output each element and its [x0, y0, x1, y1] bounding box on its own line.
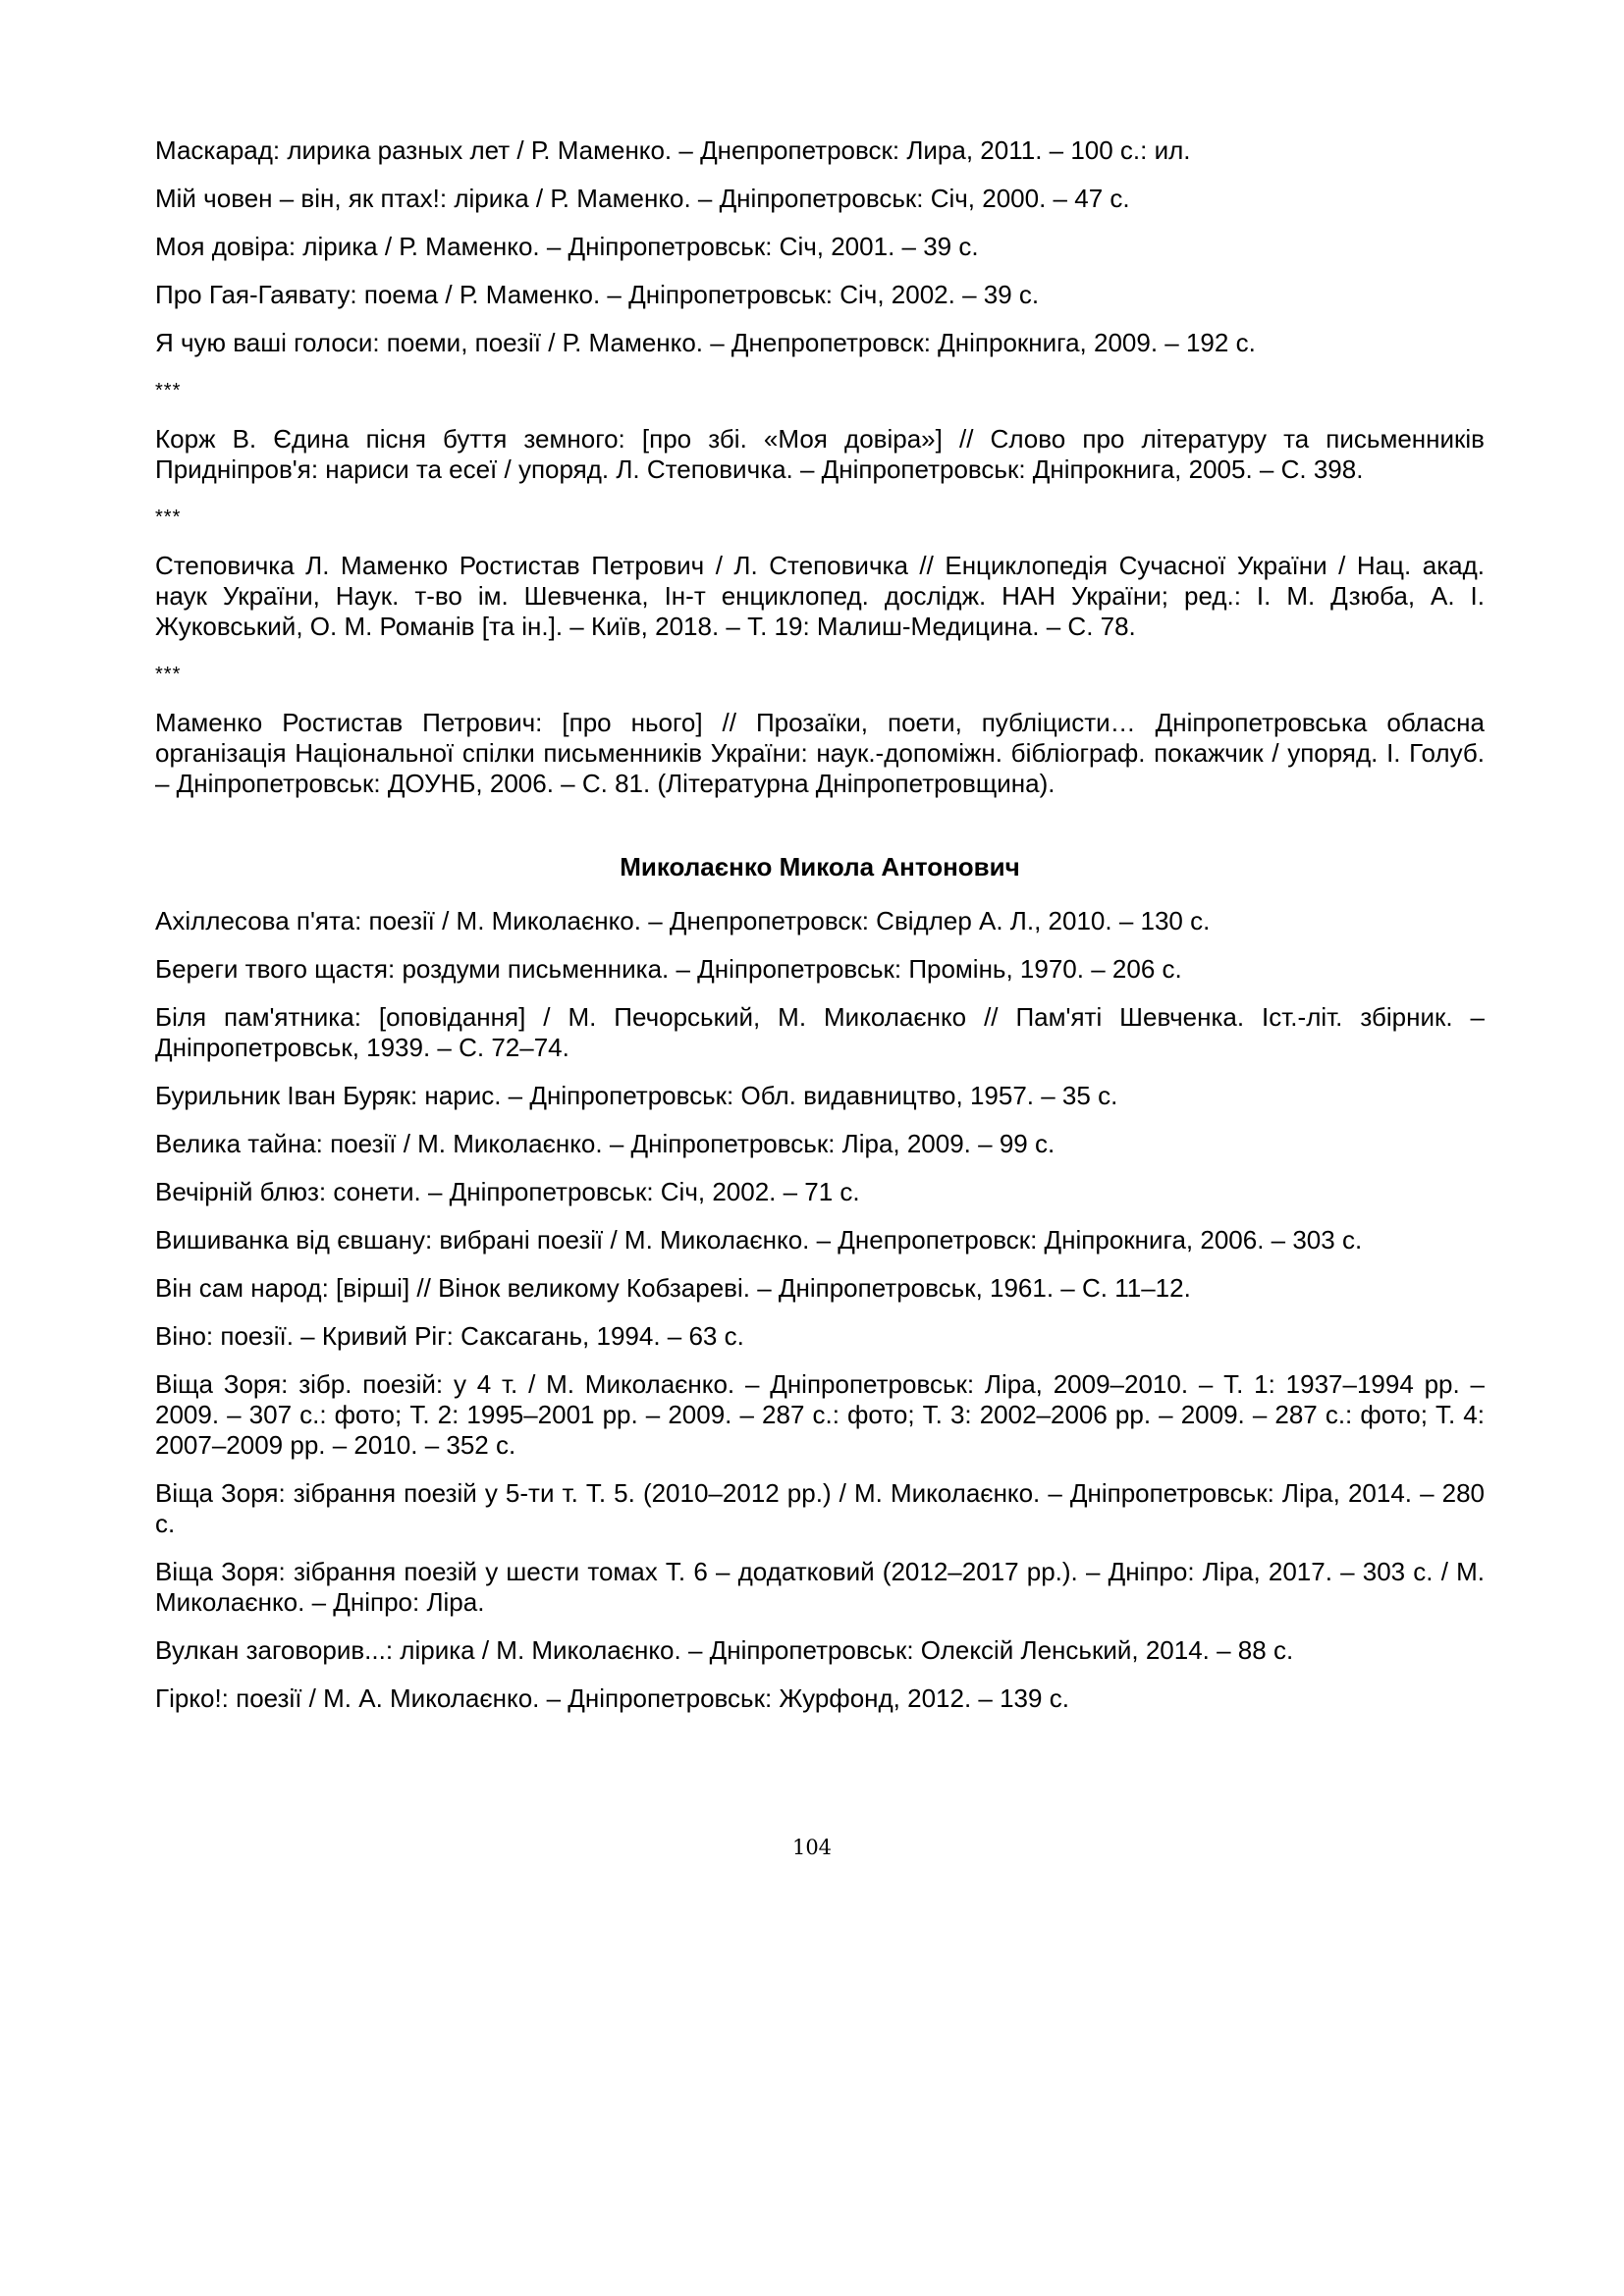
bibliography-entry: Береги твого щастя: роздуми письменника. – Дніпропетровськ: Промінь, 1970. – 206 с. — [155, 954, 1182, 984]
bibliography-entry: Він сам народ: [вірші] // Вінок великому Кобзареві. – Дніпропетровськ, 1961. – С. 11–12. — [155, 1273, 1191, 1303]
bibliography-entry: Моя довіра: лірика / Р. Маменко. – Дніпропетровськ: Січ, 2001. – 39 с. — [155, 232, 979, 261]
bibliography-entry: Мій човен – він, як птах!: лірика / Р. Маменко. – Дніпропетровськ: Січ, 2000. – 47 с. — [155, 184, 1130, 213]
page-number: 104 — [791, 1836, 833, 1859]
bibliography-entry: Вечірній блюз: сонети. – Дніпропетровськ: Січ, 2002. – 71 с. — [155, 1177, 860, 1206]
bibliography-entry-about: Маменко Ростистав Петрович: [про нього] // Прозаїки, поети, публіцисти… Дніпропетровська обласна організація Національної спілки письменників України: наук.-допоміжн. бібліограф. покажчик / упоряд. І. Голуб. – Дніпропетровськ: ДОУНБ, 2006. – С. 81. (Літературна Дніпропетровщина). — [155, 708, 1485, 798]
bibliography-entry: Віща Зоря: зібрання поезій у шести томах Т. 6 – додатковий (2012–2017 рр.). – Дніпро: Ліра, 2017. – 303 с. / М. Миколаєнко. – Дніпро: Ліра. — [155, 1557, 1485, 1617]
section-separator: *** — [155, 380, 182, 401]
bibliography-entry: Вулкан заговорив...: лірика / М. Миколаєнко. – Дніпропетровськ: Олексій Ленський, 2014. – 88 с. — [155, 1635, 1294, 1665]
document-page — [155, 135, 1485, 1732]
bibliography-entry-about: Степовичка Л. Маменко Ростистав Петрович / Л. Степовичка // Енциклопедія Сучасної України / Нац. акад. наук України, Наук. т-во ім. Шевченка, Ін-т енциклопед. дослідж. НАН України; ред.: І. М. Дзюба, А. І. Жуковський, О. М. Романів [та ін.]. – Київ, 2018. – Т. 19: Малиш-Медицина. – С. 78. — [155, 551, 1485, 641]
section-separator: *** — [155, 507, 182, 528]
bibliography-entry: Велика тайна: поезії / М. Миколаєнко. – Дніпропетровськ: Ліра, 2009. – 99 с. — [155, 1129, 1056, 1158]
bibliography-entry: Ахіллесова п'ята: поезії / М. Миколаєнко. – Днепропетровск: Свідлер А. Л., 2010. – 130 с. — [155, 906, 1211, 935]
bibliography-entry: Я чую ваші голоси: поеми, поезії / Р. Маменко. – Днепропетровск: Дніпрокнига, 2009. – 192 с. — [155, 328, 1256, 357]
bibliography-entry: Бурильник Іван Буряк: нарис. – Дніпропетровськ: Обл. видавництво, 1957. – 35 с. — [155, 1081, 1118, 1110]
bibliography-entry: Віща Зоря: зібр. поезій: у 4 т. / М. Миколаєнко. – Дніпропетровськ: Ліра, 2009–2010. – Т. 1: 1937–1994 рр. – 2009. – 307 с.: фото; Т. 2: 1995–2001 рр. – 2009. – 287 с.: фото; Т. 3: 2002–2006 рр. – 2009. – 287 с.: фото; Т. 4: 2007–2009 рр. – 2010. – 352 с. — [155, 1369, 1485, 1460]
bibliography-entry: Про Гая-Гаявату: поема / Р. Маменко. – Дніпропетровськ: Січ, 2002. – 39 с. — [155, 280, 1040, 309]
bibliography-entry: Віно: поезії. – Кривий Ріг: Саксагань, 1994. – 63 с. — [155, 1321, 744, 1351]
author-heading: Миколаєнко Микола Антонович — [620, 852, 1020, 881]
bibliography-entry: Вишиванка від євшану: вибрані поезії / М. Миколаєнко. – Днепропетровск: Дніпрокнига, 2006. – 303 с. — [155, 1225, 1363, 1255]
bibliography-entry: Гірко!: поезії / М. А. Миколаєнко. – Дніпропетровськ: Журфонд, 2012. – 139 с. — [155, 1683, 1069, 1713]
bibliography-entry: Біля пам'ятника: [оповідання] / М. Печорський, М. Миколаєнко // Пам'яті Шевченка. Іст.-літ. збірник. – Дніпропетровськ, 1939. – С. 72–74. — [155, 1002, 1485, 1062]
section-separator: *** — [155, 664, 182, 685]
bibliography-entry: Віща Зоря: зібрання поезій у 5-ти т. Т. 5. (2010–2012 рр.) / М. Миколаєнко. – Дніпропетровськ: Ліра, 2014. – 280 с. — [155, 1478, 1485, 1538]
bibliography-entry: Маскарад: лирика разных лет / Р. Маменко. – Днепропетровск: Лира, 2011. – 100 с.: ил. — [155, 135, 1191, 165]
bibliography-entry-about: Корж В. Єдина пісня буття земного: [про збі. «Моя довіра»] // Слово про літературу та письменників Придніпров'я: нариси та есеї / упоряд. Л. Степовичка. – Дніпропетровськ: Дніпрокнига, 2005. – С. 398. — [155, 424, 1485, 484]
